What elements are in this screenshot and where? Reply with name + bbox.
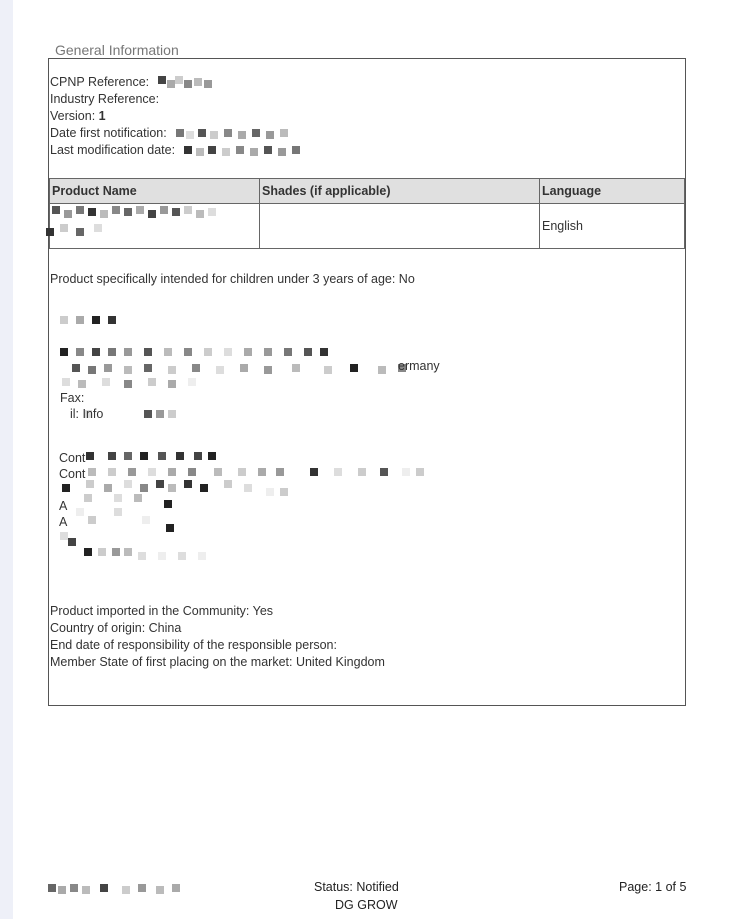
version	[50, 108, 106, 125]
redacted-date-first	[176, 125, 296, 139]
date-first-notification-label: Date first notification:	[50, 126, 167, 140]
shades-cell	[260, 204, 540, 249]
page-left-margin	[0, 0, 13, 919]
column-header-product-name: Product Name	[50, 179, 260, 204]
date-first-notification	[50, 125, 167, 142]
contact-line-1: Cont	[59, 451, 86, 465]
redacted-responsible-person-block	[58, 312, 438, 572]
children-under-3-line: Product specifically intended for children under 3 years of age: No	[50, 272, 415, 286]
industry-reference: Industry Reference:	[50, 92, 160, 106]
last-modification-date	[50, 142, 175, 159]
end-date-responsibility: End date of responsibility of the responsible person:	[50, 638, 337, 652]
column-header-language: Language	[540, 179, 685, 204]
footer-page-number: Page: 1 of 5	[619, 880, 687, 894]
cpnp-reference	[50, 74, 149, 91]
imported-in-community: Product imported in the Community: Yes	[50, 604, 274, 618]
version-value: 1	[98, 109, 106, 123]
rp-email: il: Info	[70, 407, 104, 421]
rp-country-fragment: ermany	[398, 359, 440, 373]
redacted-footer-date	[48, 882, 188, 894]
version-label: Version:	[50, 109, 96, 123]
address-line-2: A	[59, 515, 68, 529]
address-line-1: A	[59, 499, 68, 513]
footer-dg-grow: DG GROW	[335, 898, 398, 912]
redacted-last-modification	[184, 142, 304, 156]
country-of-origin: Country of origin: China	[50, 621, 182, 635]
footer-status: Status: Notified	[314, 880, 399, 894]
section-title: General Information	[55, 42, 179, 58]
redacted-product-name	[46, 204, 226, 242]
column-header-shades: Shades (if applicable)	[260, 179, 540, 204]
last-modification-label: Last modification date:	[50, 143, 176, 157]
language-cell: English	[540, 204, 685, 249]
product-table-header	[50, 179, 685, 204]
member-state-first-placing: Member State of first placing on the market: United Kingdom	[50, 655, 385, 669]
contact-line-2: Cont	[59, 467, 86, 481]
rp-fax: Fax:	[60, 391, 85, 405]
cpnp-reference-label: CPNP Reference:	[50, 75, 150, 89]
redacted-cpnp-number	[158, 74, 218, 88]
